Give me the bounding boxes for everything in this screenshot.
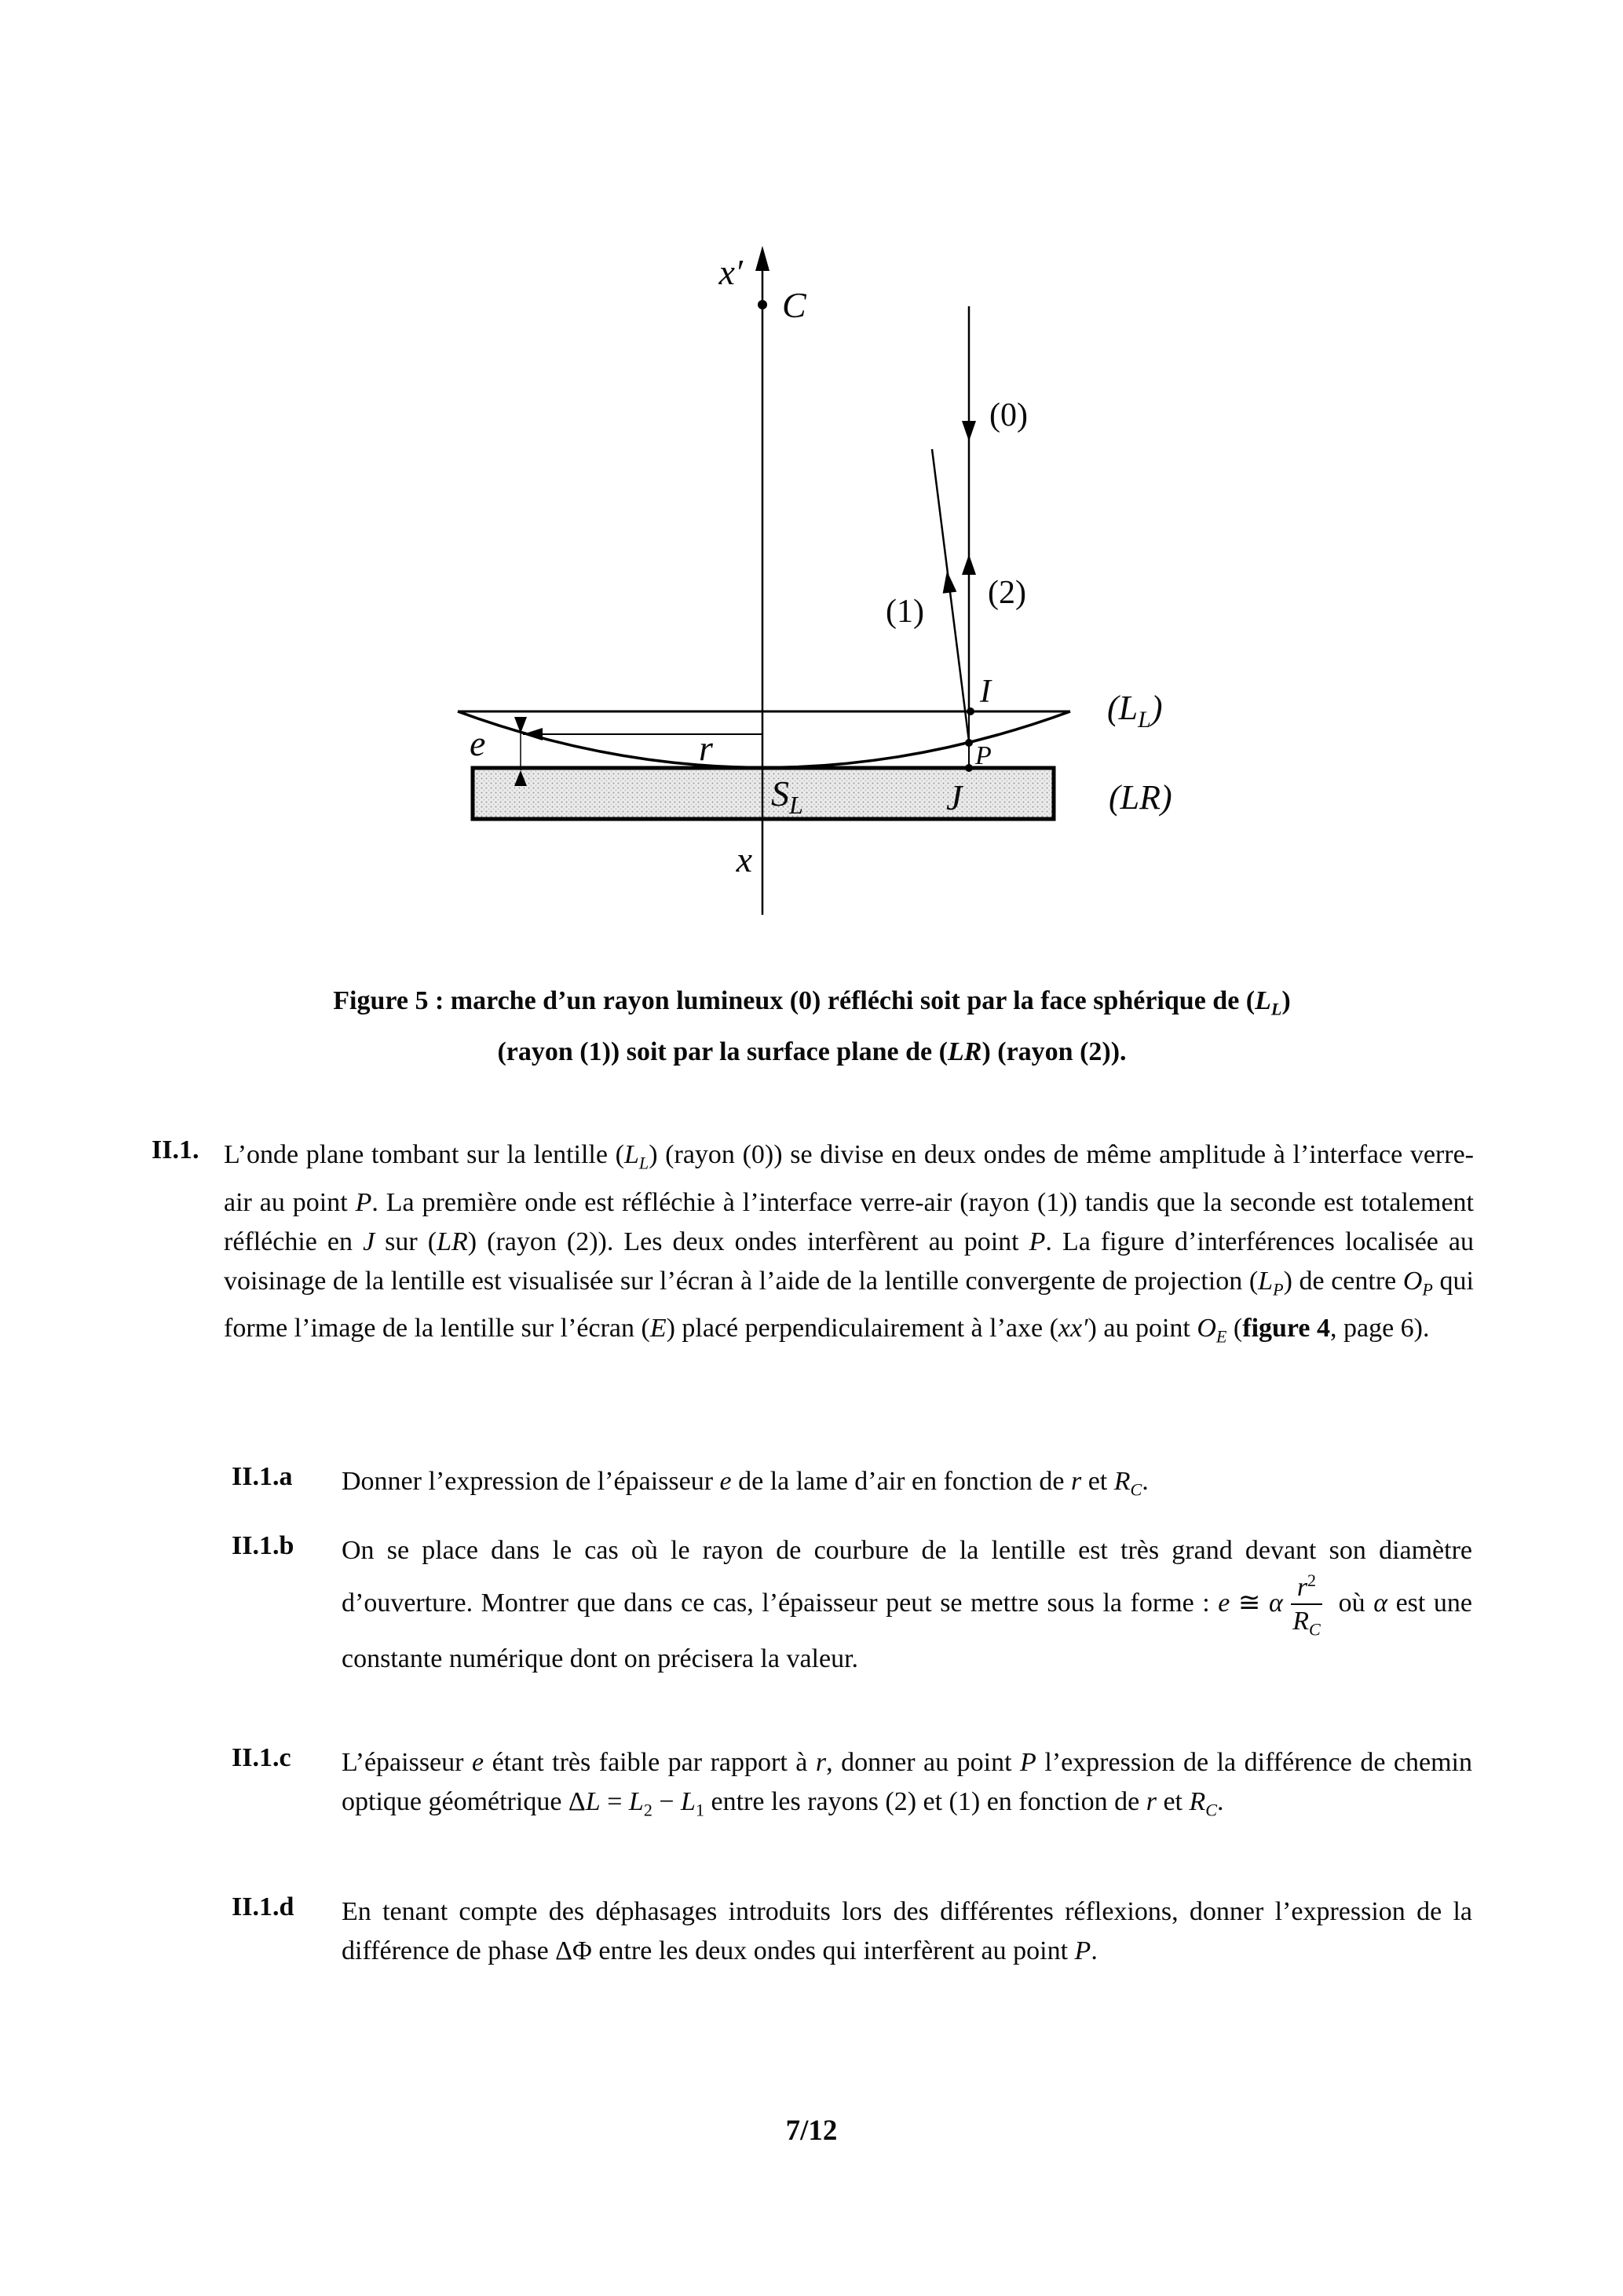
r-arrowhead-icon: [523, 728, 543, 740]
question-text: [342, 1531, 1472, 1679]
question-text-after: où α est une constante numérique dont on précisera la valeur.: [342, 1588, 1472, 1674]
question-text-before: On se place dans le cas où le rayon de courbure de la lentille est très grand devant son diamètre d’ouverture. Montrer que dans ce cas, l’épaisseur peut se mettre sous la forme : e ≅ α: [342, 1536, 1472, 1618]
point-C-dot: [758, 300, 767, 309]
question-II-1-b: [232, 1531, 1472, 1679]
label-I: I: [980, 674, 991, 710]
ray-1-arrowhead-icon: [943, 571, 957, 594]
figure-5-diagram: [424, 236, 1288, 927]
ray-2-arrowhead-icon: [962, 554, 976, 575]
page-number: 7/12: [785, 2115, 838, 2147]
axis-arrowhead-icon: [755, 246, 769, 271]
axis-label-x: x: [736, 839, 752, 879]
section-paragraph: L’onde plane tombant sur la lentille $(L_L)$ (rayon (0)) se divise en deux ondes de même amplitude à l’interface verre-air au point P. La première onde est réfléchie à l’interface verre-air (rayon (1)) tandis que la seconde est totalement réfléchie en J sur (LR) (rayon (2)). Les deux ondes interfèrent au point P. La figure d’interférences localisée au voisinage de la lentille est visualisée sur l’écran à l’aide de la lentille convergente de projection $(L_P)$ de centre $O_P$ qui forme l’image de la lentille sur l’écran (E) placé perpendiculairement à l’axe (xx′) au point $O_E$ (figure 4, page 6).: [224, 1140, 1474, 1347]
section-II-1: [152, 1135, 1474, 1357]
question-II-1-d: [232, 1892, 1472, 1971]
label-e: e: [470, 723, 486, 763]
label-J: J: [946, 777, 963, 817]
question-label: II.1.c: [232, 1743, 291, 1772]
point-P-dot: [965, 739, 973, 747]
figure-caption-line1: Figure 5 : marche d’un rayon lumineux (0) réfléchi soit par la face sphérique de $(L_L)$: [333, 986, 1291, 1019]
label-LL: $(L_L)$: [1107, 689, 1163, 733]
section-label: II.1.: [152, 1135, 199, 1164]
axis-label-x-prime: x′: [718, 252, 743, 292]
label-LR: (LR): [1109, 778, 1172, 817]
label-P: P: [975, 741, 992, 770]
label-ray-0: (0): [989, 397, 1028, 433]
ray-1-line: [932, 449, 969, 741]
label-r: r: [699, 728, 713, 768]
question-text: En tenant compte des déphasages introduits lors des différentes réflexions, donner l’expression de la différence de phase ΔΦ entre les deux ondes qui interfèrent au point P.: [342, 1897, 1472, 1965]
point-I-dot: [967, 707, 974, 715]
label-SL: $S_L$: [771, 773, 803, 819]
label-ray-1: (1): [886, 594, 924, 630]
figure-caption: [152, 980, 1472, 1073]
question-II-1-a: [232, 1462, 1472, 1510]
ray-0-arrowhead-icon: [962, 421, 976, 441]
label-C: C: [782, 285, 806, 325]
fraction-r2-over-RC: $\frac{r^2}{R_C}$: [1291, 1570, 1322, 1640]
figure-caption-line2: (rayon (1)) soit par la surface plane de (LR) (rayon (2)).: [497, 1036, 1127, 1066]
question-label: II.1.a: [232, 1462, 293, 1491]
question-II-1-c: [232, 1743, 1472, 1830]
label-ray-2: (2): [988, 575, 1026, 611]
point-J-dot: [965, 764, 973, 772]
question-text: Donner l’expression de l’épaisseur e de la lame d’air en fonction de r et $R_C$.: [342, 1467, 1149, 1500]
question-label: II.1.b: [232, 1531, 294, 1560]
question-text: L’épaisseur e étant très faible par rapport à r, donner au point P l’expression de la différence de chemin optique géométrique $\Delta L = L_2 - L_1$ entre les rayons (2) et (1) en fonction de r et $R_C$.: [342, 1748, 1472, 1820]
question-label: II.1.d: [232, 1892, 294, 1921]
